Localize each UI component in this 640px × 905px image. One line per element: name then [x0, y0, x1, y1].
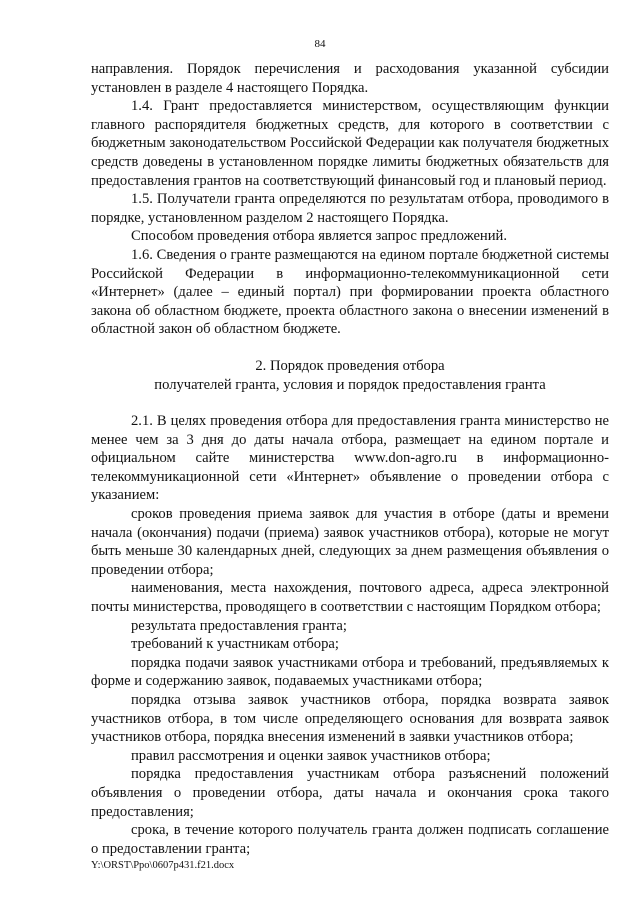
- paragraph: направления. Порядок перечисления и расходования указанной субсидии установлен в разделе 4 настоящего Порядка.: [91, 61, 609, 96]
- paragraph-group-bottom: [91, 412, 609, 858]
- section-heading-line-1: 2. Порядок проведения отбора: [255, 357, 445, 374]
- paragraph: порядка подачи заявок участниками отбора и требований, предъявляемых к форме и содержанию заявок, подаваемых участниками отбора;: [91, 654, 609, 690]
- document-body: [91, 60, 609, 858]
- paragraph: сроков проведения приема заявок для участия в отборе (даты и времени начала (окончания) подачи (приема) заявок участников отбора), которые не могут быть меньше 30 календарных дней, следующих за днем размещения объявления о проведении отбора;: [91, 506, 609, 578]
- paragraph: Способом проведения отбора является запрос предложений.: [131, 228, 508, 245]
- paragraph: 2.1. В целях проведения отбора для предоставления гранта министерство не менее чем за 3 дня до даты начала отбора, размещает на едином портале и официальном сайте министерства www.don-agro.ru в информационно-телекоммуникационной сети «Интернет» объявление о проведении отбора с указанием:: [91, 413, 609, 504]
- paragraph: порядка отзыва заявок участников отбора, порядка возврата заявок участников отбора, в том числе определяющего основания для возврата заявок участников отбора, порядка внесения изменений в заявки участников отбора;: [91, 692, 609, 746]
- paragraph: срока, в течение которого получатель гранта должен подписать соглашение о предоставлении гранта;: [91, 822, 609, 857]
- file-path-footer: Y:\ORST\Ppo\0607p431.f21.docx: [91, 860, 235, 871]
- paragraph: 1.6. Сведения о гранте размещаются на едином портале бюджетной системы Российской Федерации в информационно-телекоммуникационной сети «Интернет» (далее – единый портал) при формировании проекта областного закона об областном бюджете, проекта областного закона о внесении изменений в областной закон об областном бюджете.: [91, 246, 609, 338]
- paragraph: требований к участникам отбора;: [131, 636, 339, 653]
- paragraph: 1.5. Получатели гранта определяются по результатам отбора, проводимого в порядке, установленном разделом 2 настоящего Порядка.: [91, 191, 609, 226]
- section-heading: [91, 357, 609, 394]
- paragraph: правил рассмотрения и оценки заявок участников отбора;: [131, 747, 491, 764]
- paragraph: результата предоставления гранта;: [131, 617, 347, 634]
- paragraph-group-top: [91, 60, 609, 339]
- paragraph: порядка предоставления участникам отбора разъяснений положений объявления о проведении отбора, даты начала и окончания срока такого предоставления;: [91, 766, 609, 820]
- section-heading-line-2: получателей гранта, условия и порядок предоставления гранта: [154, 376, 546, 393]
- paragraph: наименования, места нахождения, почтового адреса, адреса электронной почты министерства, проводящего в соответствии с настоящим Порядком отбора;: [91, 580, 609, 616]
- page-number: 84: [314, 38, 326, 50]
- paragraph: 1.4. Грант предоставляется министерством, осуществляющим функции главного распорядителя бюджетных средств, для которого в соответствии с бюджетным законодательством Российской Федерации как получателя бюджетных средств доведены в установленном порядке лимиты бюджетных обязательств для предоставления грантов на соответствующий финансовый год и плановый период.: [91, 98, 609, 189]
